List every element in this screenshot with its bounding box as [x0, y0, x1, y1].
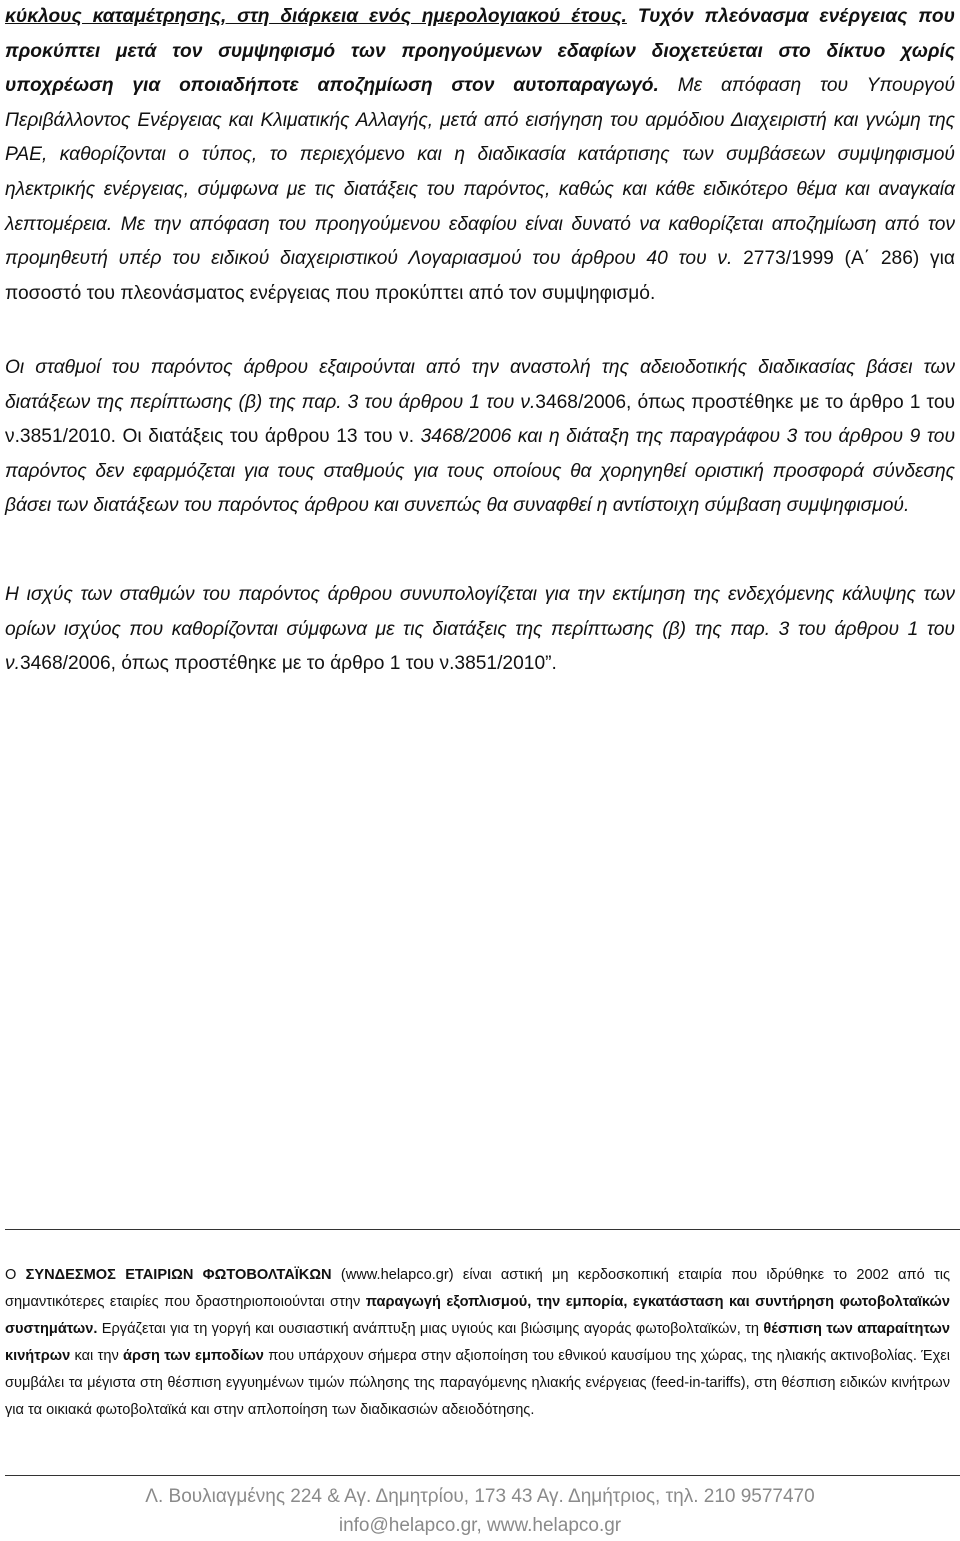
paragraph-3-italic-text: Η ισχύς των σταθμών του παρόντος άρθρου συνυπολογίζεται για την εκτίμηση της ενδεχόμενης κάλυψης των ορίων ισχύος που καθορίζονται σύμφωνα με τις διατάξεις της περίπτωσης (β) της παρ. 3 του άρθρου 1 του ν. [5, 584, 955, 675]
paragraph-3-regular-text: 3468/2006, όπως προστέθηκε με το άρθρο 1 του ν.3851/2010”. [19, 653, 557, 675]
about-helapco [5, 1262, 950, 1424]
about-bold-incentives: θέσπιση των απαραίτητων κινήτρων [5, 1321, 951, 1364]
divider-bottom [5, 1475, 960, 1476]
about-text-1: Ο [5, 1267, 26, 1283]
paragraph-2-italic-text-2: 3468/2006 και η διάταξη της παραγράφου 3 του άρθρου 9 του παρόντος δεν εφαρμόζεται για τους σταθμούς για τους οποίους θα χορηγηθεί οριστική προσφορά σύνδεσης βάσει των διατάξεων του παρόντος άρθρου και συνεπώς θα συναφθεί η αντίστοιχη σύμβαση συμψηφισμού. [5, 426, 955, 517]
paragraph-2 [5, 351, 955, 524]
paragraph-1-regular-text: 2773/1999 (Α΄ 286) για ποσοστό του πλεονάσματος ενέργειας που προκύπτει από τον συμψηφισμό. [5, 248, 955, 304]
about-text-4: και την [70, 1348, 124, 1364]
about-text-3: Εργάζεται για τη γοργή και ουσιαστική ανάπτυξη μιας υγιούς και βιώσιμης αγοράς φωτοβολταϊκών, τη [97, 1321, 764, 1337]
paragraph-1-bold-italic-text: Τυχόν πλεόνασμα ενέργειας που προκύπτει μετά τον συμψηφισμό των προηγούμενων εδαφίων διοχετεύεται στο δίκτυο χωρίς υποχρέωση για οποιαδήποτε αποζημίωση στον αυτοπαραγωγό. [5, 6, 955, 97]
divider-top [5, 1229, 960, 1230]
footer-contact: info@helapco.gr, www.helapco.gr [338, 1515, 622, 1536]
paragraph-1-italic-text-2: Με την απόφαση του προηγούμενου εδαφίου είναι δυνατό να καθορίζεται αποζημίωση από τον προμηθευτή υπέρ του ειδικού διαχειριστικού Λογαριασμού του άρθρου 40 του ν. [5, 213, 955, 270]
footer-address: Λ. Βουλιαγμένης 224 & Αγ. Δημητρίου, 173 43 Αγ. Δημήτριος, τηλ. 210 9577470 [145, 1486, 815, 1507]
about-text-5: που υπάρχουν σήμερα στην αξιοποίηση του εθνικού καυσίμου της χώρας, της ηλιακής ακτινοβολίας. Έχει συμβάλει τα μέγιστα στη θέσπιση εγγυημένων τιμών πώλησης της παραγόμενης ηλιακής ενέργειας (feed-in-tariffs), στη θέσπιση ειδικών κινήτρων για τα οικιακά φωτοβολταϊκά και στην απλοποίηση των διαδικασιών αδειοδότησης. [5, 1348, 951, 1418]
paragraph-1 [5, 0, 955, 311]
paragraph-1-underlined-text: κύκλους καταμέτρησης, στη διάρκεια ενός ημερολογιακού έτους. [5, 6, 627, 27]
paragraph-1-italic-text: Με απόφαση του Υπουργού Περιβάλλοντος Ενέργειας και Κλιματικής Αλλαγής, μετά από εισήγηση του αρμόδιου Διαχειριστή και γνώμη της ΡΑΕ, καθορίζονται ο τύπος, το περιεχόμενο και η διαδικασία κατάρτισης των συμβάσεων συμψηφισμού ηλεκτρικής ενέργειας, σύμφωνα με τις διατάξεις του παρόντος, καθώς και κάθε ειδικότερο θέμα και αναγκαία λεπτομέρεια. [5, 75, 955, 235]
about-organization-name: ΣΥΝΔΕΣΜΟΣ ΕΤΑΙΡΙΩΝ ΦΩΤΟΒΟΛΤΑΪΚΩΝ [25, 1267, 332, 1283]
paragraph-2-italic-text: Οι σταθμοί του παρόντος άρθρου εξαιρούνται από την αναστολή της αδειοδοτικής διαδικασίας βάσει των διατάξεων της περίπτωσης (β) της παρ. 3 του άρθρου 1 του ν. [5, 357, 955, 413]
paragraph-3 [5, 578, 955, 682]
about-bold-activities: παραγωγή εξοπλισμού, την εμπορία, εγκατάσταση και συντήρηση φωτοβολταϊκών συστημάτων. [5, 1294, 950, 1337]
about-text-2: (www.helapco.gr) είναι αστική μη κερδοσκοπική εταιρία που ιδρύθηκε το 2002 από τις σημαντικότερες εταιρίες που δραστηριοποιούνται στην [5, 1267, 951, 1310]
about-bold-obstacles: άρση των εμποδίων [123, 1348, 264, 1364]
paragraph-2-regular-text: 3468/2006, όπως προστέθηκε με το άρθρο 1 του ν.3851/2010. Οι διατάξεις του άρθρου 13 του ν. [5, 391, 956, 448]
